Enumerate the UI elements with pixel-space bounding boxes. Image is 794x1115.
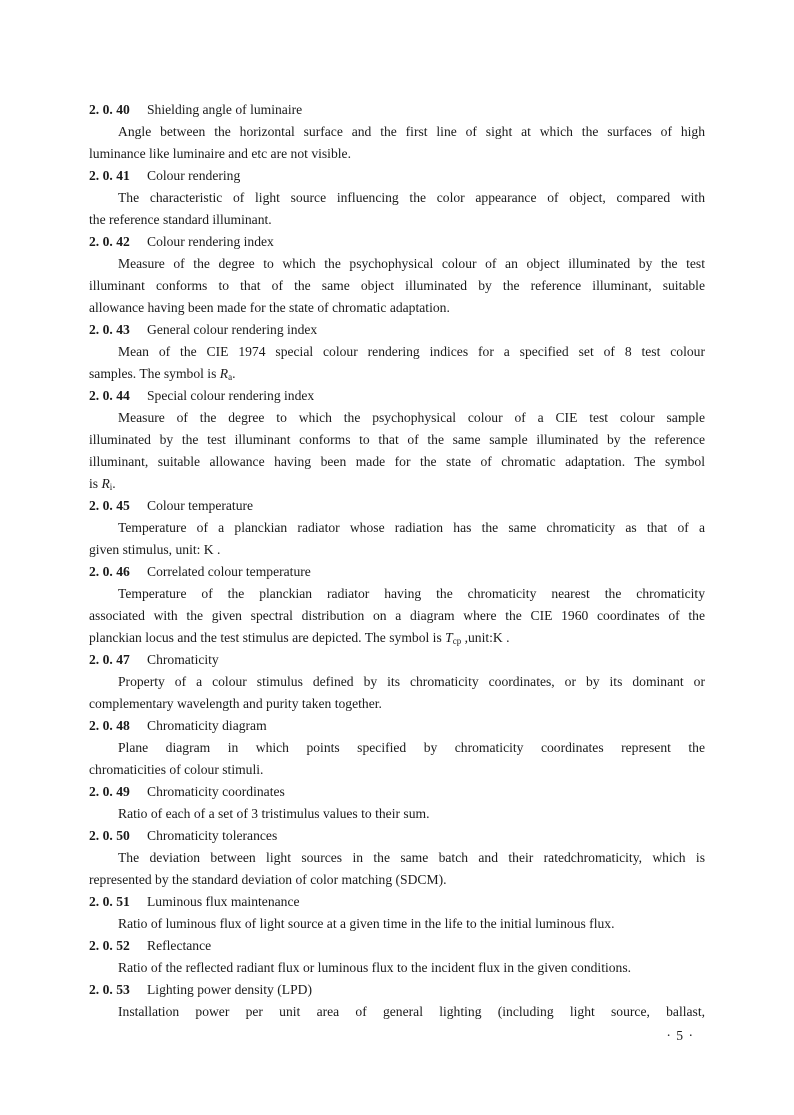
term-heading (89, 979, 705, 1001)
definition-line: allowance having been made for the state of chromatic adaptation. (89, 300, 450, 315)
term-number: 2. 0. 45 (89, 498, 130, 513)
text-segment: samples. The symbol is (89, 366, 220, 381)
term-number: 2. 0. 53 (89, 982, 130, 997)
text-segment: ,unit:K . (461, 630, 510, 645)
term-title: Colour temperature (147, 498, 254, 513)
definition-line: Property of a colour stimulus defined by its chromaticity coordinates, or by its dominant or (118, 674, 705, 689)
term-heading (89, 649, 705, 671)
definition-line: Ratio of the reflected radiant flux or luminous flux to the incident flux in the given conditions. (118, 960, 632, 975)
term-heading (89, 561, 705, 583)
term-title: Chromaticity tolerances (147, 828, 278, 843)
page-number: · 5 · (666, 1028, 694, 1043)
term-number: 2. 0. 52 (89, 938, 130, 953)
definition-line: associated with the given spectral distribution on a diagram where the CIE 1960 coordinates of the (89, 608, 705, 623)
term-number: 2. 0. 47 (89, 652, 130, 667)
term-title: Chromaticity (147, 652, 219, 667)
term-heading (89, 825, 705, 847)
definition-line: Temperature of the planckian radiator having the chromaticity nearest the chromaticity (118, 586, 705, 601)
definition-line: Measure of the degree to which the psychophysical colour of an object illuminated by the test (118, 256, 705, 271)
definition-line: Temperature of a planckian radiator whose radiation has the same chromaticity as that of a (118, 520, 705, 535)
term-number: 2. 0. 49 (89, 784, 130, 799)
term-number: 2. 0. 50 (89, 828, 130, 843)
text-segment: is (89, 476, 102, 491)
definition-line: given stimulus, unit: K . (89, 542, 221, 557)
term-title: Chromaticity diagram (147, 718, 267, 733)
term-title: Colour rendering index (147, 234, 274, 249)
definition-line: Angle between the horizontal surface and the first line of sight at which the surfaces of high (118, 124, 705, 139)
definition-line: Mean of the CIE 1974 special colour rendering indices for a specified set of 8 test colour (118, 344, 705, 359)
definition-line-with-symbol (89, 363, 705, 385)
term-heading (89, 165, 705, 187)
term-number: 2. 0. 42 (89, 234, 130, 249)
term-title: Shielding angle of luminaire (147, 102, 303, 117)
definition-line: represented by the standard deviation of color matching (SDCM). (89, 872, 447, 887)
term-number: 2. 0. 44 (89, 388, 130, 403)
term-heading (89, 715, 705, 737)
definition-line: complementary wavelength and purity taken together. (89, 696, 382, 711)
text-segment: . (112, 476, 116, 491)
term-title: Colour rendering (147, 168, 241, 183)
math-symbol: T (445, 630, 453, 645)
definition-line: illuminated by the test illuminant conforms to that of the same sample illuminated by the reference (89, 432, 705, 447)
definition-line: The characteristic of light source influencing the color appearance of object, compared with (118, 190, 705, 205)
term-heading (89, 385, 705, 407)
symbol-subscript: i (109, 482, 113, 492)
definition-line: illuminant, suitable allowance having been made for the state of chromatic adaptation. The symbol (89, 454, 705, 469)
definition-line: Ratio of luminous flux of light source at a given time in the life to the initial luminous flux. (118, 916, 615, 931)
definition-line-with-symbol (89, 627, 705, 649)
term-title: Correlated colour temperature (147, 564, 311, 579)
definition-line: Ratio of each of a set of 3 tristimulus values to their sum. (118, 806, 430, 821)
math-symbol: R (219, 366, 229, 381)
math-symbol: R (101, 476, 110, 491)
term-heading (89, 231, 705, 253)
term-heading (89, 935, 705, 957)
term-heading (89, 781, 705, 803)
definition-line-with-symbol (89, 473, 705, 495)
term-heading (89, 99, 705, 121)
term-number: 2. 0. 48 (89, 718, 130, 733)
term-title: Special colour rendering index (147, 388, 315, 403)
definition-line: illuminant conforms to that of the same object illuminated by the reference illuminant, suitable (89, 278, 705, 293)
term-title: Reflectance (147, 938, 212, 953)
term-title: Lighting power density (LPD) (147, 982, 312, 997)
symbol-subscript: cp (452, 636, 462, 646)
term-number: 2. 0. 46 (89, 564, 130, 579)
term-number: 2. 0. 43 (89, 322, 130, 337)
definition-line: luminance like luminaire and etc are not visible. (89, 146, 351, 161)
symbol-subscript: a (228, 372, 233, 382)
term-heading (89, 495, 705, 517)
term-number: 2. 0. 51 (89, 894, 130, 909)
definition-line: Measure of the degree to which the psychophysical colour of a CIE test colour sample (118, 410, 705, 425)
term-number: 2. 0. 40 (89, 102, 130, 117)
definition-line: chromaticities of colour stimuli. (89, 762, 264, 777)
term-number: 2. 0. 41 (89, 168, 130, 183)
definition-line: Installation power per unit area of general lighting (including light source, ballast, (118, 1004, 705, 1019)
definition-line: The deviation between light sources in the same batch and their ratedchromaticity, which is (118, 850, 705, 865)
term-title: Chromaticity coordinates (147, 784, 285, 799)
definition-line: Plane diagram in which points specified by chromaticity coordinates represent the (118, 740, 705, 755)
term-heading (89, 319, 705, 341)
term-title: Luminous flux maintenance (147, 894, 300, 909)
term-heading (89, 891, 705, 913)
text-segment: planckian locus and the test stimulus are depicted. The symbol is (89, 630, 446, 645)
definition-line: the reference standard illuminant. (89, 212, 272, 227)
text-segment: . (232, 366, 236, 381)
term-title: General colour rendering index (147, 322, 318, 337)
definitions-list (89, 99, 705, 1023)
